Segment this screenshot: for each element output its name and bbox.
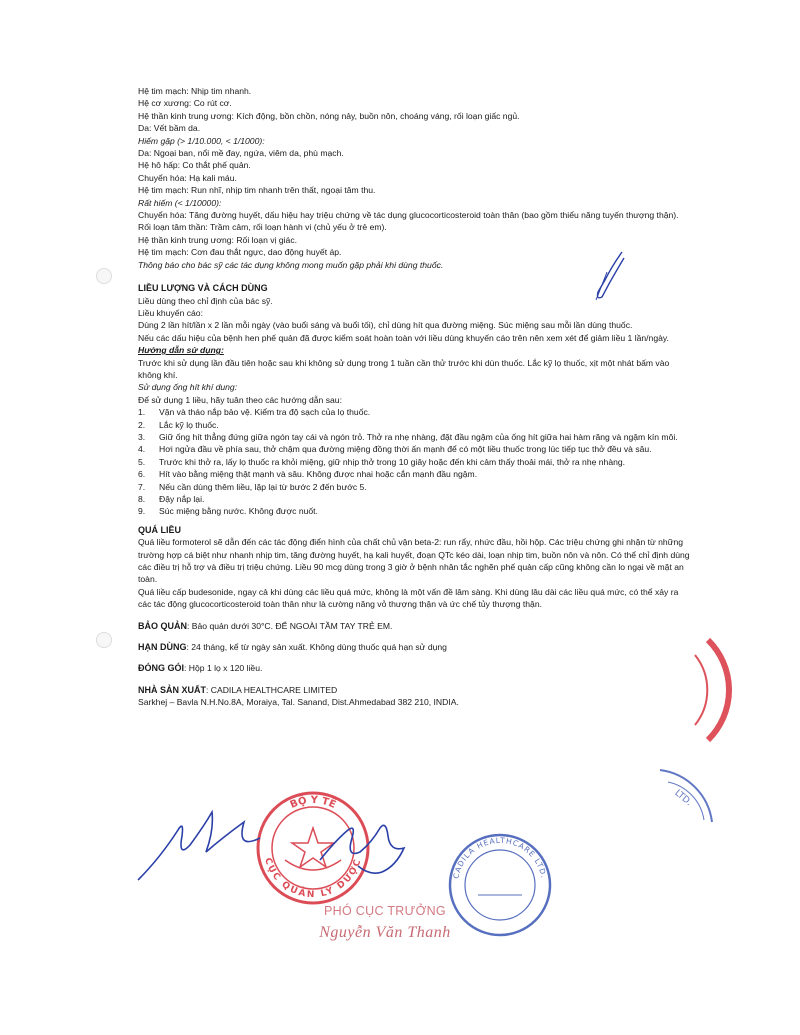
dosage-line: Liều khuyến cáo: [138,307,203,318]
official-seal-stamp-icon [258,793,368,903]
step-text: Hơi ngửa đầu về phía sau, thở chậm qua đường miệng đồng thời ấn mạnh để có một liều thuốc trong lúc tiếp tục thở đều và sâu. [159,444,652,455]
usage-heading: Hướng dẫn sử dụng: [138,345,224,356]
step-text: Đậy nắp lại. [159,494,205,504]
step-text: Hít vào bằng miệng thật mạnh và sâu. Không được nhai hoặc cắn mạnh đầu ngậm. [159,469,478,480]
storage-label: BẢO QUẢN [138,620,187,631]
step-number: 9. [138,506,146,517]
signature-mark-icon [596,272,607,300]
overdose-paragraph: Quá liều cấp budesonide, ngay cả khi dùng các liều quá mức, không là một vấn đề lâm sàng. Khi dùng lâu dài các liều quá mức, có thể xảy ra các tác động glucocorticosteroid toàn thân như là cường năng vỏ thượng thận và ức chế tủy thượng thận. [138,586,679,610]
step-number: 5. [138,456,146,467]
red-stamp-top-text: BỘ Y TẾ [288,794,338,811]
blue-stamp-top-text: LTD. [672,788,694,809]
side-effect-line: Rối loạn tâm thần: Trầm cảm, rối loạn hành vi (chủ yếu ở trẻ em). [138,222,387,233]
company-seal-stamp-icon [450,835,550,935]
manufacturer-address: Sarkhej – Bavla N.H.No.8A, Moraiya, Tal. Sanand, Dist.Ahmedabad 382 210, INDIA. [138,697,459,708]
overdose-heading: QUÁ LIỀU [138,524,182,535]
packing-label: ĐÓNG GÓI [138,663,185,674]
signatory-title: PHÓ CỤC TRƯỞNG [324,904,446,918]
signature-mark-icon [598,252,625,298]
side-effect-line: Hệ hô hấp: Co thắt phế quản. [138,160,251,171]
dosage-line: Liều dùng theo chỉ định của bác sỹ. [138,295,273,306]
step-number: 3. [138,431,146,442]
side-effect-line: Da: Vết bầm da. [138,123,201,134]
director-signature-icon [320,825,404,873]
signatory-name: Nguyễn Văn Thanh [319,924,451,941]
step-text: Lắc kỹ lọ thuốc. [159,419,219,430]
side-effect-line: Hệ tim mạch: Cơn đau thắt ngực, dao động huyết áp. [138,247,342,258]
step-number: 2. [138,419,146,430]
dosage-line: Nếu các dấu hiệu của bệnh hen phế quản đã được kiểm soát hoàn toàn với liều dùng khuyến cáo trên nên xem xét để giảm liều 1 lần/ngày. [138,332,669,343]
step-text: Súc miệng bằng nước. Không được nuốt. [159,506,318,517]
usage-intro: Trước khi sử dụng lần đầu tiên hoặc sau khi không sử dụng trong 1 tuần cần thử trước khi dùn thuốc. Lắc kỹ lọ thuốc, xịt một nhát bấm vào không khí. [138,357,670,380]
side-effect-notice: Thông báo cho bác sỹ các tác dụng không mong muốn gặp phải khi dùng thuốc. [138,259,444,270]
overdose-paragraph: Quá liều formoterol sẽ dẫn đến các tác động điển hình của chất chủ vận beta-2: run rẩy, nhức đầu, hồi hộp. Các triệu chứng ghi nhận từ những trường hợp cá biệt như nhanh nhịp tim, tăng đường huyết, hạ kali huyết, đoạn QTc kéo dài, loạn nhịp tim, buồn nôn và nôn. Có thể chỉ định dùng các điều trị hỗ trợ và điều trị triệu chứng. Liều 90 mcg dùng trong 3 giờ ở bệnh nhân tắc nghẽn phế quản cấp cũng không cần lo ngại về mặt an toàn. [138,537,690,585]
side-effect-line: Hệ thần kinh trung ương: Kích động, bồn chồn, nóng nảy, buồn nôn, choáng váng, rối loạn giấc ngủ. [138,110,520,121]
step-number: 1. [138,407,146,418]
manufacturer-name: : CADILA HEALTHCARE LIMITED [206,684,338,695]
dosage-line: Dùng 2 lần hít/lần x 2 lần mỗi ngày (vào buổi sáng và buổi tối), chỉ dùng hít qua đường miệng. Súc miệng sau mỗi lần dùng thuốc. [138,320,633,331]
step-number: 8. [138,494,146,504]
step-number: 6. [138,469,146,480]
director-signature-icon [138,812,260,880]
side-effect-line: Chuyển hóa: Tăng đường huyết, dấu hiệu hay triệu chứng về tác dụng glucocorticosteroid toàn thân (bao gồm thiểu năng tuyến thượng thận). [138,210,679,221]
side-effect-line: Hệ thần kinh trung ương: Rối loạn vị giác. [138,234,298,245]
side-effect-line: Hệ tim mạch: Run nhĩ, nhịp tim nhanh trên thất, ngoại tâm thu. [138,185,376,196]
expiry-text: : 24 tháng, kể từ ngày sản xuất. Không dùng thuốc quá hạn sử dụng [186,642,447,653]
frequency-heading: Hiếm gặp (> 1/10.000, < 1/1000): [138,135,265,146]
step-number: 7. [138,481,146,492]
steps-intro: Để sử dụng 1 liều, hãy tuân theo các hướng dẫn sau: [138,394,342,405]
side-effect-line: Chuyển hóa: Hạ kali máu. [138,172,237,183]
red-stamp-bottom-text: CỤC QUẢN LÝ DƯỢC [262,856,364,901]
expiry-label: HẠN DÙNG [138,642,187,653]
blue-partial-stamp-icon [660,770,712,822]
storage-text: : Bảo quản dưới 30°C. ĐỂ NGOÀI TẦM TAY TRẺ EM. [187,620,393,631]
step-text: Vặn và tháo nắp bảo vệ. Kiểm tra độ sạch của lọ thuốc. [159,407,371,418]
step-text: Trước khi thở ra, lấy lọ thuốc ra khỏi miệng, giữ nhịp thở trong 10 giây hoặc đến khi cảm thấy thoải mái, thở ra nhẹ nhàng. [159,456,626,467]
side-effect-line: Hệ cơ xương: Co rút cơ. [138,98,232,109]
side-effect-line: Hệ tim mạch: Nhịp tim nhanh. [138,86,252,96]
dosage-heading: LIỀU LƯỢNG VÀ CÁCH DÙNG [138,283,268,294]
frequency-heading: Rất hiếm (< 1/10000): [138,197,222,208]
step-number: 4. [138,444,146,455]
step-text: Giữ ống hít thẳng đứng giữa ngón tay cái và ngón trỏ. Thở ra nhẹ nhàng, đặt đầu ngậm của ống hít giữa hai hàm răng và ngậm kín môi. [159,431,678,442]
blue-stamp-text: CADILA HEALTHCARE LTD. [451,835,549,880]
side-effect-line: Da: Ngoại ban, nổi mề đay, ngứa, viêm da, phù mạch. [138,148,344,159]
inhaler-heading: Sử dụng ống hít khí dung: [138,382,238,393]
step-text: Nếu cần dùng thêm liều, lặp lại từ bước 2 đến bước 5. [159,481,367,492]
red-partial-stamp-icon [695,640,729,740]
packing-text: : Hộp 1 lọ x 120 liều. [184,663,263,674]
signature-block [305,904,465,942]
manufacturer-label: NHÀ SẢN XUẤT [138,684,207,695]
